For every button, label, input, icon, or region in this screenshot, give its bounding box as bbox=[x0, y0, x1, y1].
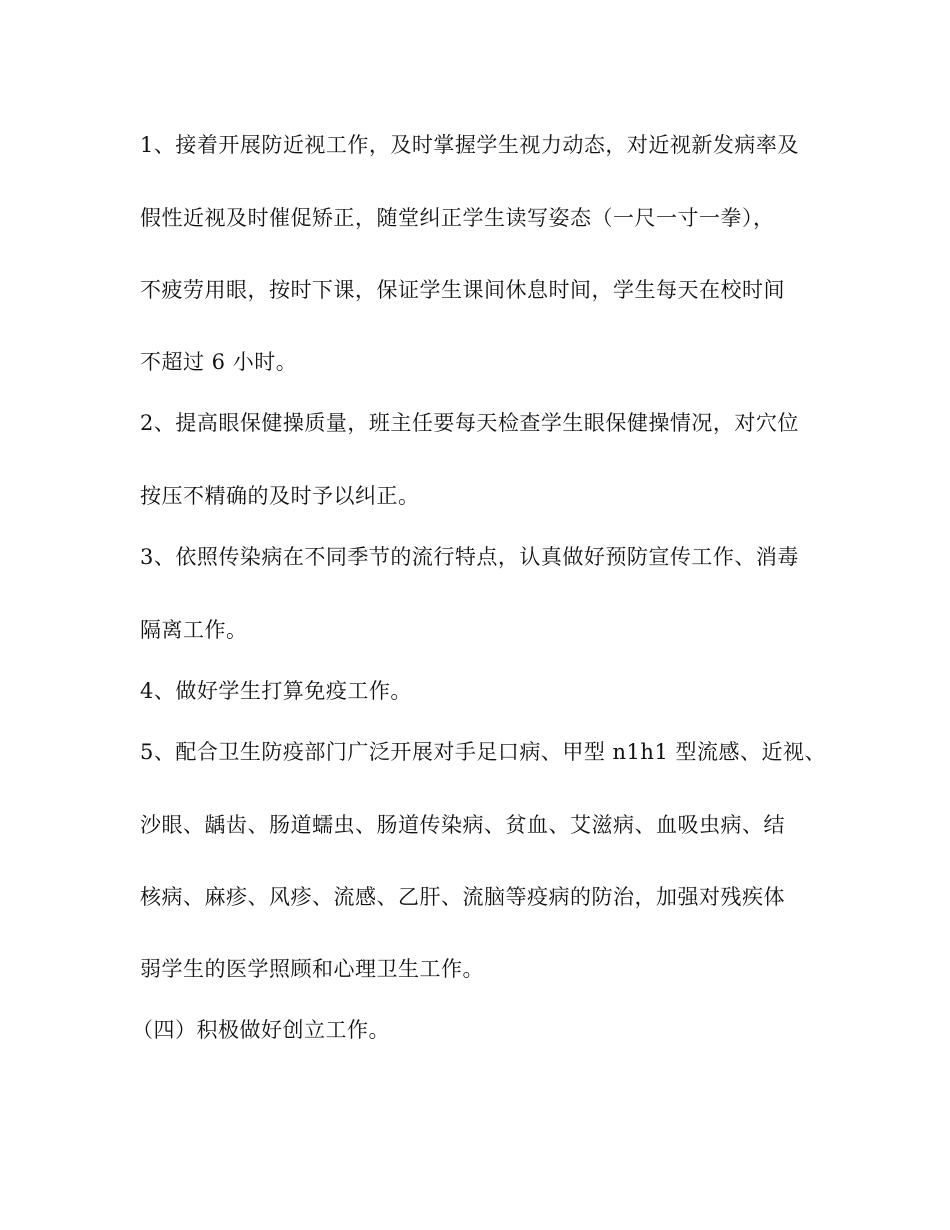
text-line-item2-a: 2、提高眼保健操质量，班主任要每天检查学生眼保健操情况，对穴位 bbox=[140, 411, 799, 435]
text-line-item1-d: 不超过 6 小时。 bbox=[140, 350, 298, 374]
text-line-item4: 4、做好学生打算免疫工作。 bbox=[140, 679, 412, 703]
text-line-item5-b: 沙眼、龋齿、肠道蠕虫、肠道传染病、贫血、艾滋病、血吸虫病、结 bbox=[140, 813, 785, 837]
text-line-item2-b: 按压不精确的及时予以纠正。 bbox=[140, 484, 420, 508]
text-line-item1-c: 不疲劳用眼，按时下课，保证学生课间休息时间，学生每天在校时间 bbox=[140, 278, 785, 302]
section-heading-four: （四）积极做好创立工作。 bbox=[132, 1018, 390, 1042]
text-line-item3-a: 3、依照传染病在不同季节的流行特点，认真做好预防宣传工作、消毒 bbox=[140, 545, 799, 569]
text-line-item5-d: 弱学生的医学照顾和心理卫生工作。 bbox=[140, 957, 484, 981]
text-line-item5-c: 核病、麻疹、风疹、流感、乙肝、流脑等疫病的防治，加强对残疾体 bbox=[140, 885, 785, 909]
text-line-item3-b: 隔离工作。 bbox=[140, 618, 248, 642]
text-line-item5-a: 5、配合卫生防疫部门广泛开展对手足口病、甲型 n1h1 型流感、近视、 bbox=[140, 740, 826, 764]
text-line-item1-b: 假性近视及时催促矫正，随堂纠正学生读写姿态（一尺一寸一拳）， bbox=[140, 206, 775, 230]
text-line-item1-a: 1、接着开展防近视工作，及时掌握学生视力动态，对近视新发病率及 bbox=[140, 133, 799, 157]
